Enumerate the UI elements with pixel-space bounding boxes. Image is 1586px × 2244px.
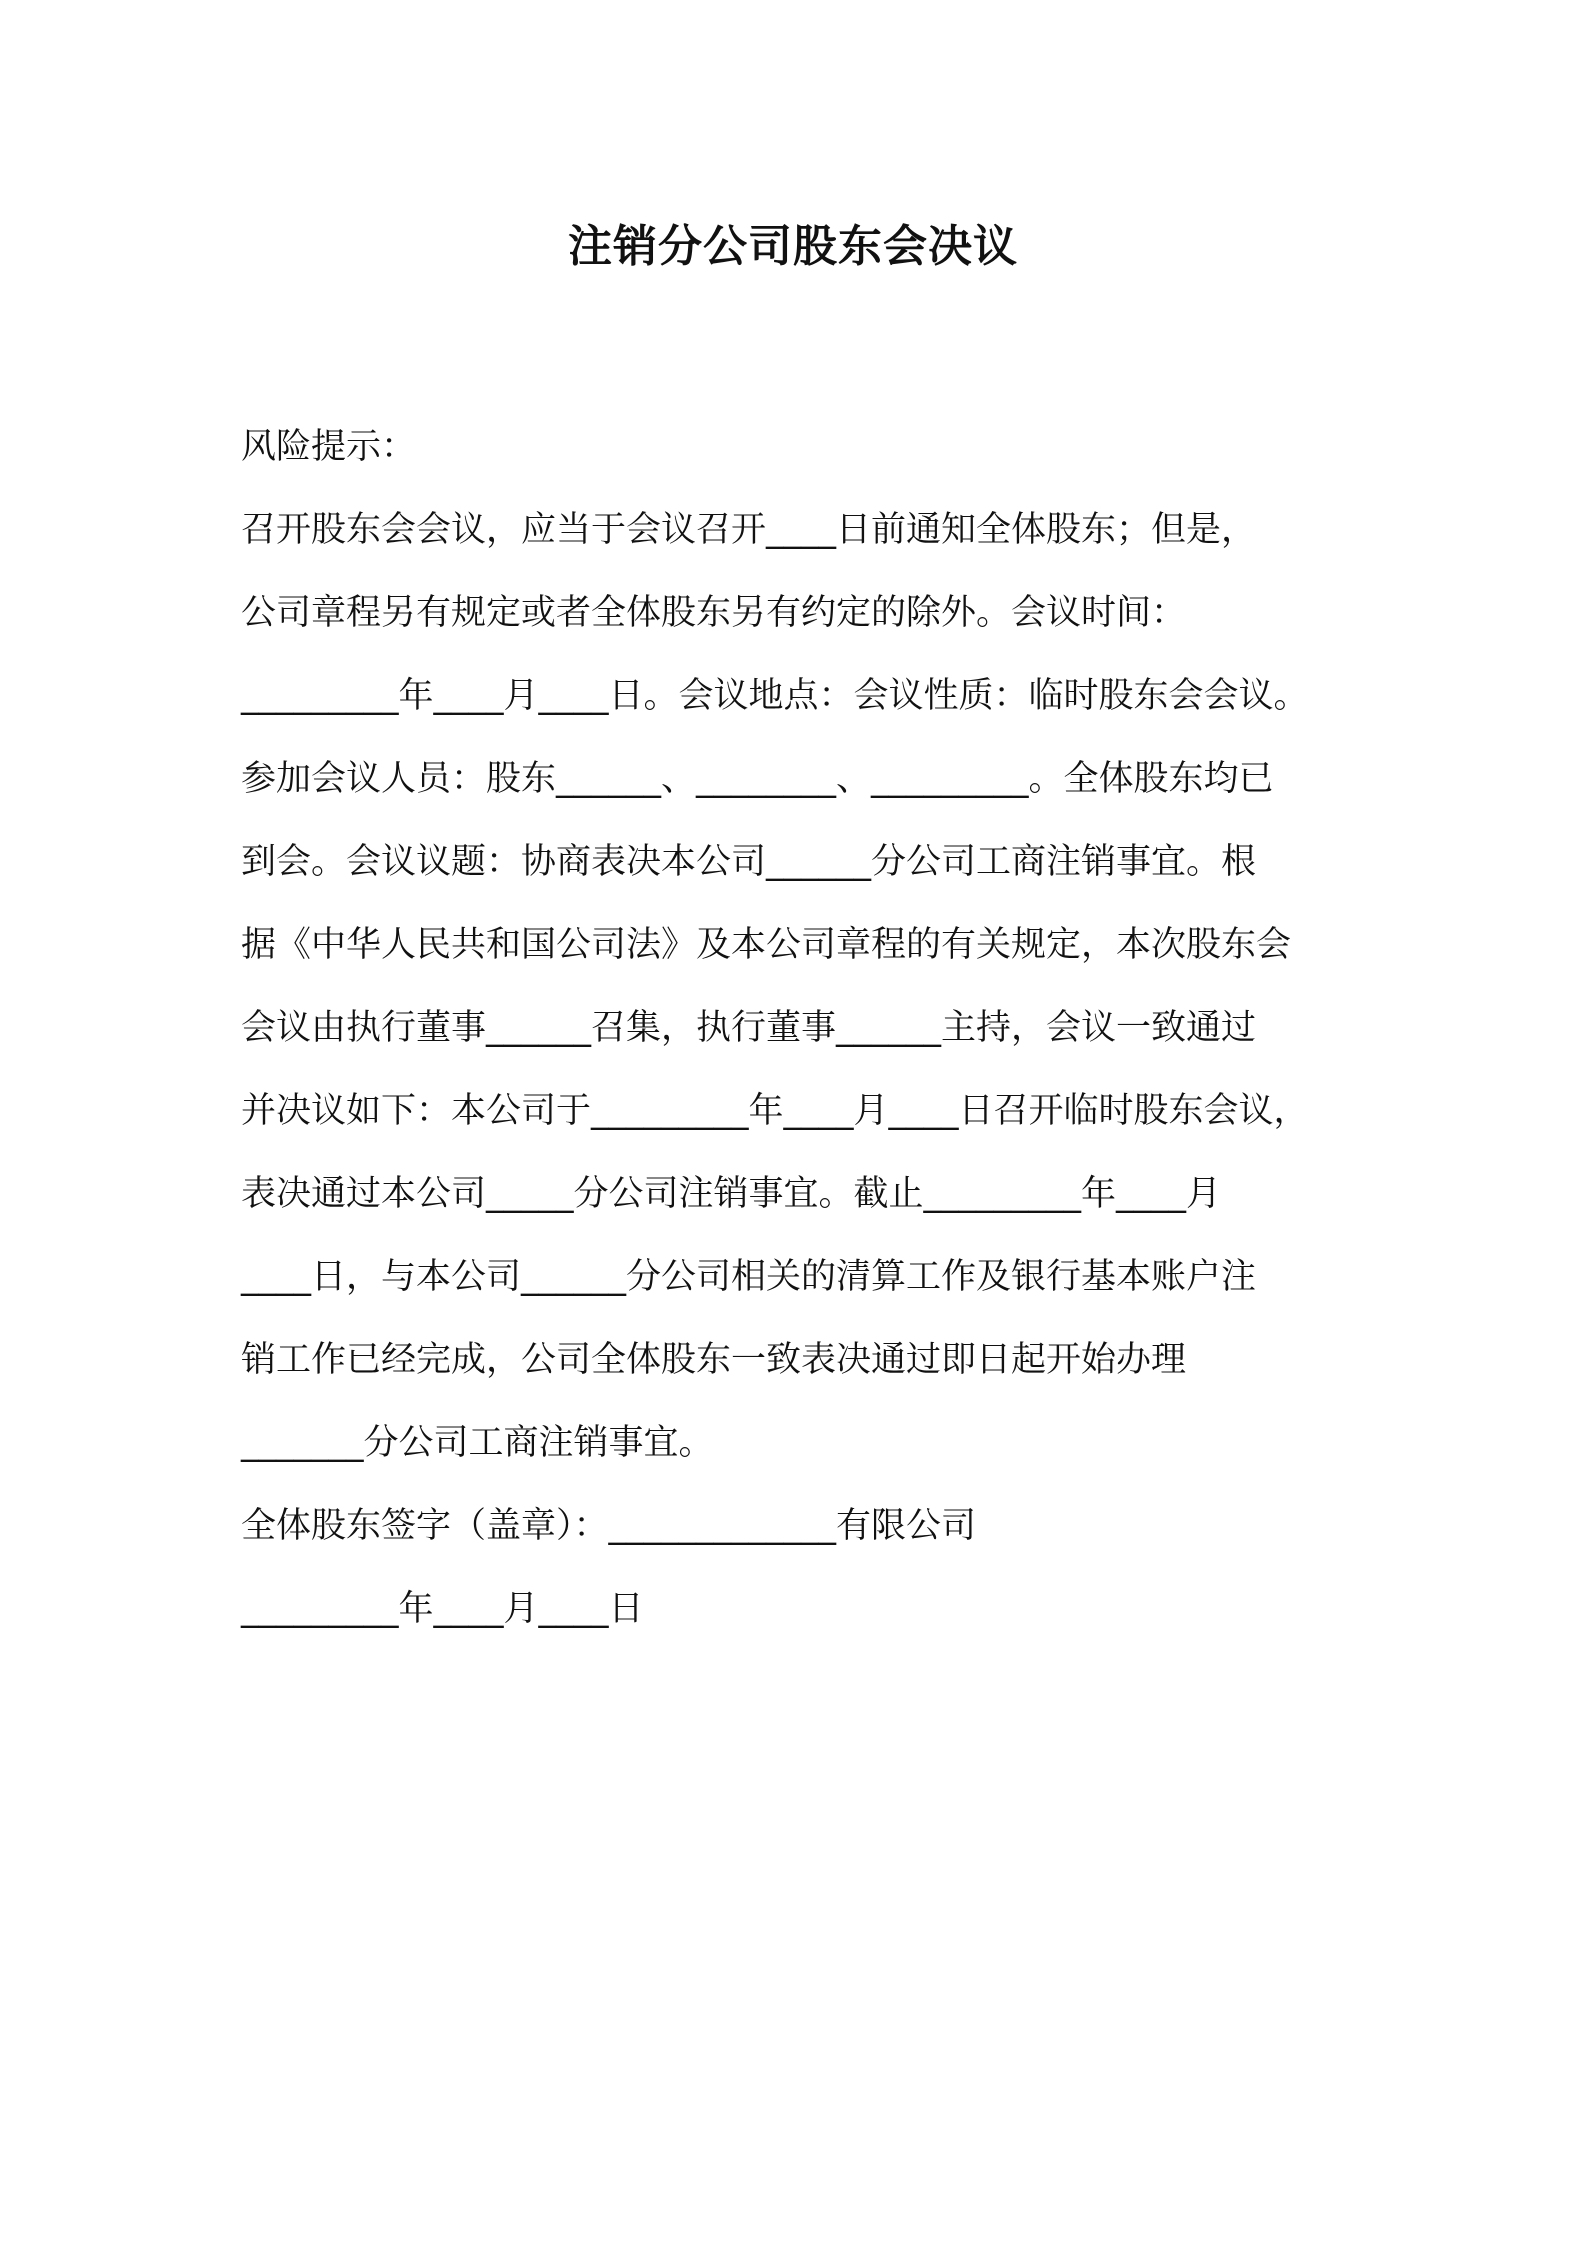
- body-line: ____日，与本公司______分公司相关的清算工作及银行基本账户注: [241, 1257, 1257, 1297]
- body-line: 会议由执行董事______召集，执行董事______主持，会议一致通过: [241, 1008, 1257, 1048]
- body-line: 参加会议人员：股东______、________、_________。全体股东均已: [241, 759, 1274, 799]
- body-line: _______分公司工商注销事宜。: [241, 1423, 714, 1463]
- body-line: 召开股东会会议，应当于会议召开____日前通知全体股东；但是，: [241, 510, 1257, 550]
- body-line: 公司章程另有规定或者全体股东另有约定的除外。会议时间：: [241, 593, 1187, 633]
- document-title: 注销分公司股东会决议: [568, 221, 1018, 272]
- body-line: 表决通过本公司_____分公司注销事宜。截止_________年____月: [241, 1174, 1222, 1214]
- body-line: 据《中华人民共和国公司法》及本公司章程的有关规定，本次股东会: [241, 925, 1292, 965]
- body-line: 并决议如下：本公司于_________年____月____日召开临时股东会议，: [241, 1091, 1309, 1131]
- document-body: [241, 406, 1361, 1651]
- risk-notice-heading: 风险提示：: [241, 427, 417, 467]
- body-line: 到会。会议议题：协商表决本公司______分公司工商注销事宜。根: [241, 842, 1257, 882]
- body-line: 销工作已经完成，公司全体股东一致表决通过即日起开始办理: [241, 1340, 1187, 1380]
- body-line: _________年____月____日。会议地点：会议性质：临时股东会会议。: [241, 676, 1309, 716]
- shareholder-signature-line: 全体股东签字（盖章）：_____________有限公司: [241, 1506, 977, 1546]
- signature-date-line: _________年____月____日: [241, 1589, 644, 1629]
